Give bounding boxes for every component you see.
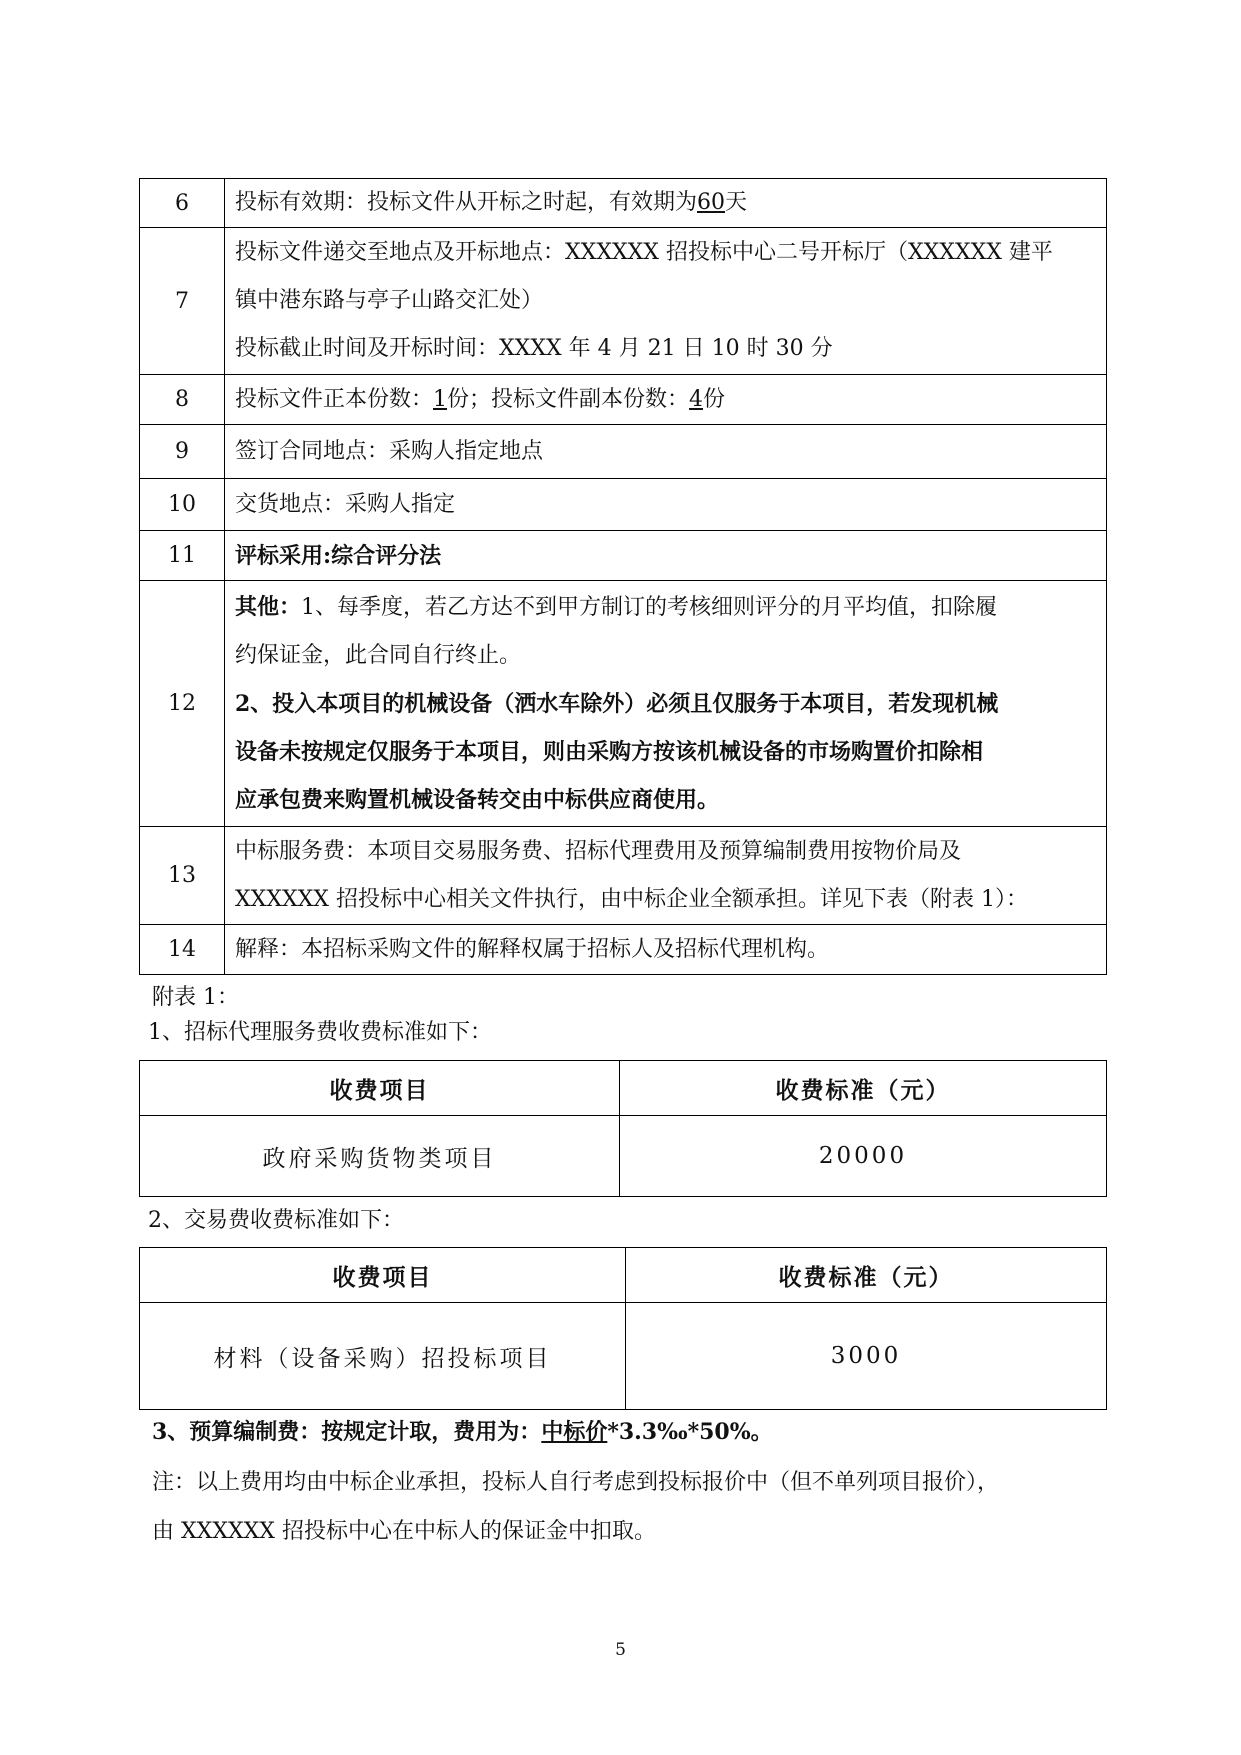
table-row bbox=[140, 479, 1107, 531]
row-number: 13 bbox=[140, 827, 225, 925]
row-content: 交货地点：采购人指定 bbox=[225, 479, 1107, 531]
row-number: 7 bbox=[140, 228, 225, 375]
row-content: 评标采用:综合评分法 bbox=[225, 531, 1107, 581]
row-content: 投标有效期：投标文件从开标之时起，有效期为60天 bbox=[225, 179, 1107, 228]
agency-fee-table bbox=[139, 1060, 1107, 1197]
row-number: 14 bbox=[140, 925, 225, 975]
column-header: 收费标准（元） bbox=[620, 1061, 1107, 1116]
column-header: 收费项目 bbox=[140, 1061, 620, 1116]
row-number: 12 bbox=[140, 581, 225, 827]
bidding-terms-table bbox=[139, 178, 1107, 975]
table-header-row bbox=[140, 1061, 1107, 1116]
budget-fee-line: 3、预算编制费：按规定计取，费用为：中标价*3.3‰*50%。 bbox=[152, 1419, 773, 1445]
row-content: 中标服务费：本项目交易服务费、招标代理费用及预算编制费用按物价局及 XXXXXX 招投标中心相关文件执行，由中标企业全额承担。详见下表（附表 1）： bbox=[225, 827, 1107, 925]
table-row bbox=[140, 228, 1107, 375]
appendix-title: 附表 1： bbox=[152, 985, 239, 1010]
column-header: 收费项目 bbox=[140, 1248, 626, 1303]
row-number: 11 bbox=[140, 531, 225, 581]
transaction-fee-table bbox=[139, 1247, 1107, 1410]
row-content: 解释：本招标采购文件的解释权属于招标人及招标代理机构。 bbox=[225, 925, 1107, 975]
row-content: 投标文件正本份数：1份；投标文件副本份数：4份 bbox=[225, 375, 1107, 425]
row-content: 其他：1、每季度，若乙方达不到甲方制订的考核细则评分的月平均值，扣除履 约保证金，此合同自行终止。 2、投入本项目的机械设备（洒水车除外）必须且仅服务于本项目，若发现机械 设备未按规定仅服务于本项目，则由采购方按该机械设备的市场购置价扣除相 应承包费来购置机械设备转交由中标供应商使用。 bbox=[225, 581, 1107, 827]
table-header-row bbox=[140, 1248, 1107, 1303]
table-row bbox=[140, 375, 1107, 425]
row-number: 9 bbox=[140, 425, 225, 479]
note-line: 注：以上费用均由中标企业承担，投标人自行考虑到投标报价中（但不单列项目报价）， bbox=[152, 1470, 1000, 1495]
column-header: 收费标准（元） bbox=[626, 1248, 1107, 1303]
table-row bbox=[140, 925, 1107, 975]
row-number: 6 bbox=[140, 179, 225, 228]
table-row bbox=[140, 531, 1107, 581]
row-content: 签订合同地点：采购人指定地点 bbox=[225, 425, 1107, 479]
fee2-caption: 2、交易费收费标准如下： bbox=[148, 1208, 404, 1233]
table-row bbox=[140, 581, 1107, 827]
page-number: 5 bbox=[615, 1640, 626, 1660]
table-row bbox=[140, 827, 1107, 925]
fee-value: 3000 bbox=[626, 1303, 1107, 1410]
row-number: 10 bbox=[140, 479, 225, 531]
table-row bbox=[140, 1116, 1107, 1197]
fee-item: 政府采购货物类项目 bbox=[140, 1116, 620, 1197]
note-line: 由 XXXXXX 招投标中心在中标人的保证金中扣取。 bbox=[152, 1519, 656, 1544]
table-row bbox=[140, 425, 1107, 479]
row-content: 投标文件递交至地点及开标地点：XXXXXX 招投标中心二号开标厅（XXXXXX 建平 镇中港东路与亭子山路交汇处） 投标截止时间及开标时间：XXXX 年 4 月 21 日 10 时 30 分 bbox=[225, 228, 1107, 375]
table-row bbox=[140, 179, 1107, 228]
fee-value: 20000 bbox=[620, 1116, 1107, 1197]
row-number: 8 bbox=[140, 375, 225, 425]
table-row bbox=[140, 1303, 1107, 1410]
fee1-caption: 1、招标代理服务费收费标准如下： bbox=[148, 1020, 492, 1045]
fee-item: 材料（设备采购）招投标项目 bbox=[140, 1303, 626, 1410]
